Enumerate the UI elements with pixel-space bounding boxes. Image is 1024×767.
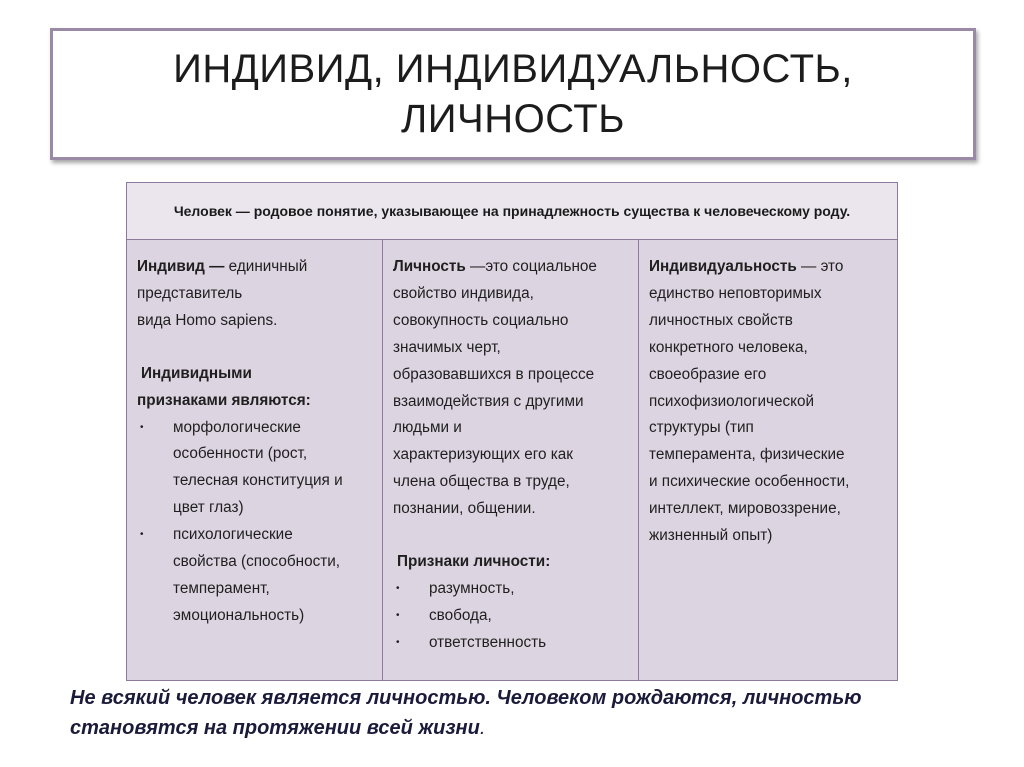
individ-definition bbox=[137, 254, 374, 335]
individ-term: Индивид — bbox=[137, 258, 225, 275]
individualnost-def-line: психофизиологической bbox=[649, 392, 815, 410]
list-item bbox=[393, 576, 632, 603]
list-item-line: морфологические bbox=[173, 418, 301, 436]
list-item-line: свойства (способности, bbox=[173, 553, 341, 571]
lichnost-def-line: —это социальное bbox=[465, 258, 597, 275]
list-item bbox=[393, 630, 632, 657]
individualnost-def-line: структуры (тип bbox=[649, 419, 754, 437]
individ-signs-heading-line-2: признаками являются: bbox=[137, 391, 311, 409]
lichnost-def-line: значимых черт, bbox=[393, 338, 501, 356]
individualnost-def-line: и психические особенности, bbox=[649, 473, 850, 491]
lichnost-def-line: взаимодействия с другими bbox=[393, 392, 584, 410]
individ-signs-heading bbox=[137, 361, 374, 388]
list-item bbox=[137, 522, 374, 630]
individualnost-def-line: интеллект, мировоззрение, bbox=[649, 500, 841, 518]
bullet-icon: • bbox=[396, 582, 400, 594]
list-item-line: темперамент, bbox=[173, 579, 270, 597]
individualnost-def-line: личностных свойств bbox=[649, 311, 793, 329]
individualnost-def-line: жизненный опыт) bbox=[649, 527, 773, 545]
slide-title-box bbox=[50, 28, 976, 160]
lichnost-def-line: образовавшихся в процессе bbox=[393, 365, 595, 383]
individualnost-def-line: единство неповторимых bbox=[649, 284, 822, 302]
lichnost-signs-list bbox=[393, 576, 632, 657]
individualnost-def-line: конкретного человека, bbox=[649, 338, 808, 356]
individualnost-term: Индивидуальность bbox=[649, 258, 797, 275]
list-item-text: свобода, bbox=[429, 606, 492, 624]
individ-def-line: представитель bbox=[137, 284, 243, 302]
individualnost-def-line: — это bbox=[796, 258, 844, 275]
footer-note-line-2: становятся на протяжении всей жизни bbox=[70, 717, 480, 739]
bullet-icon: • bbox=[396, 609, 400, 621]
slide-title-line-2: ЛИЧНОСТЬ bbox=[401, 97, 625, 141]
lichnost-def-line: члена общества в труде, bbox=[393, 473, 570, 491]
individ-def-line: вида Homo sapiens. bbox=[137, 311, 278, 329]
list-item-text: разумность, bbox=[429, 579, 515, 597]
lichnost-def-line: характеризующих его как bbox=[393, 446, 573, 464]
list-item-text: ответственность bbox=[429, 633, 547, 651]
individ-signs-list bbox=[137, 415, 374, 630]
lichnost-definition bbox=[393, 254, 632, 523]
lichnost-term: Личность bbox=[393, 258, 466, 275]
list-item-line: особенности (рост, bbox=[173, 445, 308, 463]
bullet-icon: • bbox=[140, 421, 144, 433]
list-item bbox=[137, 415, 374, 523]
list-item-line: психологические bbox=[173, 526, 293, 544]
table-header-cell: Человек — родовое понятие, указывающее на принадлежность существа к человеческому роду. bbox=[127, 183, 897, 240]
bullet-icon: • bbox=[396, 636, 400, 648]
list-item-line: эмоциональность) bbox=[173, 606, 305, 624]
individ-signs-heading-line: Индивидными bbox=[141, 364, 252, 382]
footer-note bbox=[70, 683, 970, 743]
lichnost-def-line: свойство индивида, bbox=[393, 284, 534, 302]
lichnost-signs-heading: Признаки личности: bbox=[397, 553, 551, 571]
list-item bbox=[393, 603, 632, 630]
comparison-table bbox=[126, 182, 898, 681]
footer-note-period: . bbox=[479, 717, 486, 739]
individualnost-def-line: своеобразие его bbox=[649, 365, 767, 383]
list-item-line: телесная конституция и bbox=[173, 472, 343, 490]
footer-note-line-1: Не всякий человек является личностью. Человеком рождаются, личностью bbox=[70, 687, 862, 709]
bullet-icon: • bbox=[140, 529, 144, 541]
lichnost-def-line: совокупность социально bbox=[393, 311, 569, 329]
lichnost-column bbox=[383, 240, 639, 680]
list-item-line: цвет глаз) bbox=[173, 499, 244, 517]
lichnost-def-line: людьми и bbox=[393, 419, 462, 437]
individualnost-definition bbox=[649, 254, 893, 550]
slide-title-line-1: ИНДИВИД, ИНДИВИДУАЛЬНОСТЬ, bbox=[173, 47, 853, 91]
lichnost-def-line: познании, общении. bbox=[393, 500, 536, 518]
individ-column bbox=[127, 240, 383, 680]
individualnost-def-line: темперамента, физические bbox=[649, 446, 845, 464]
individ-def-line: единичный bbox=[224, 258, 308, 275]
individualnost-column bbox=[639, 240, 897, 680]
